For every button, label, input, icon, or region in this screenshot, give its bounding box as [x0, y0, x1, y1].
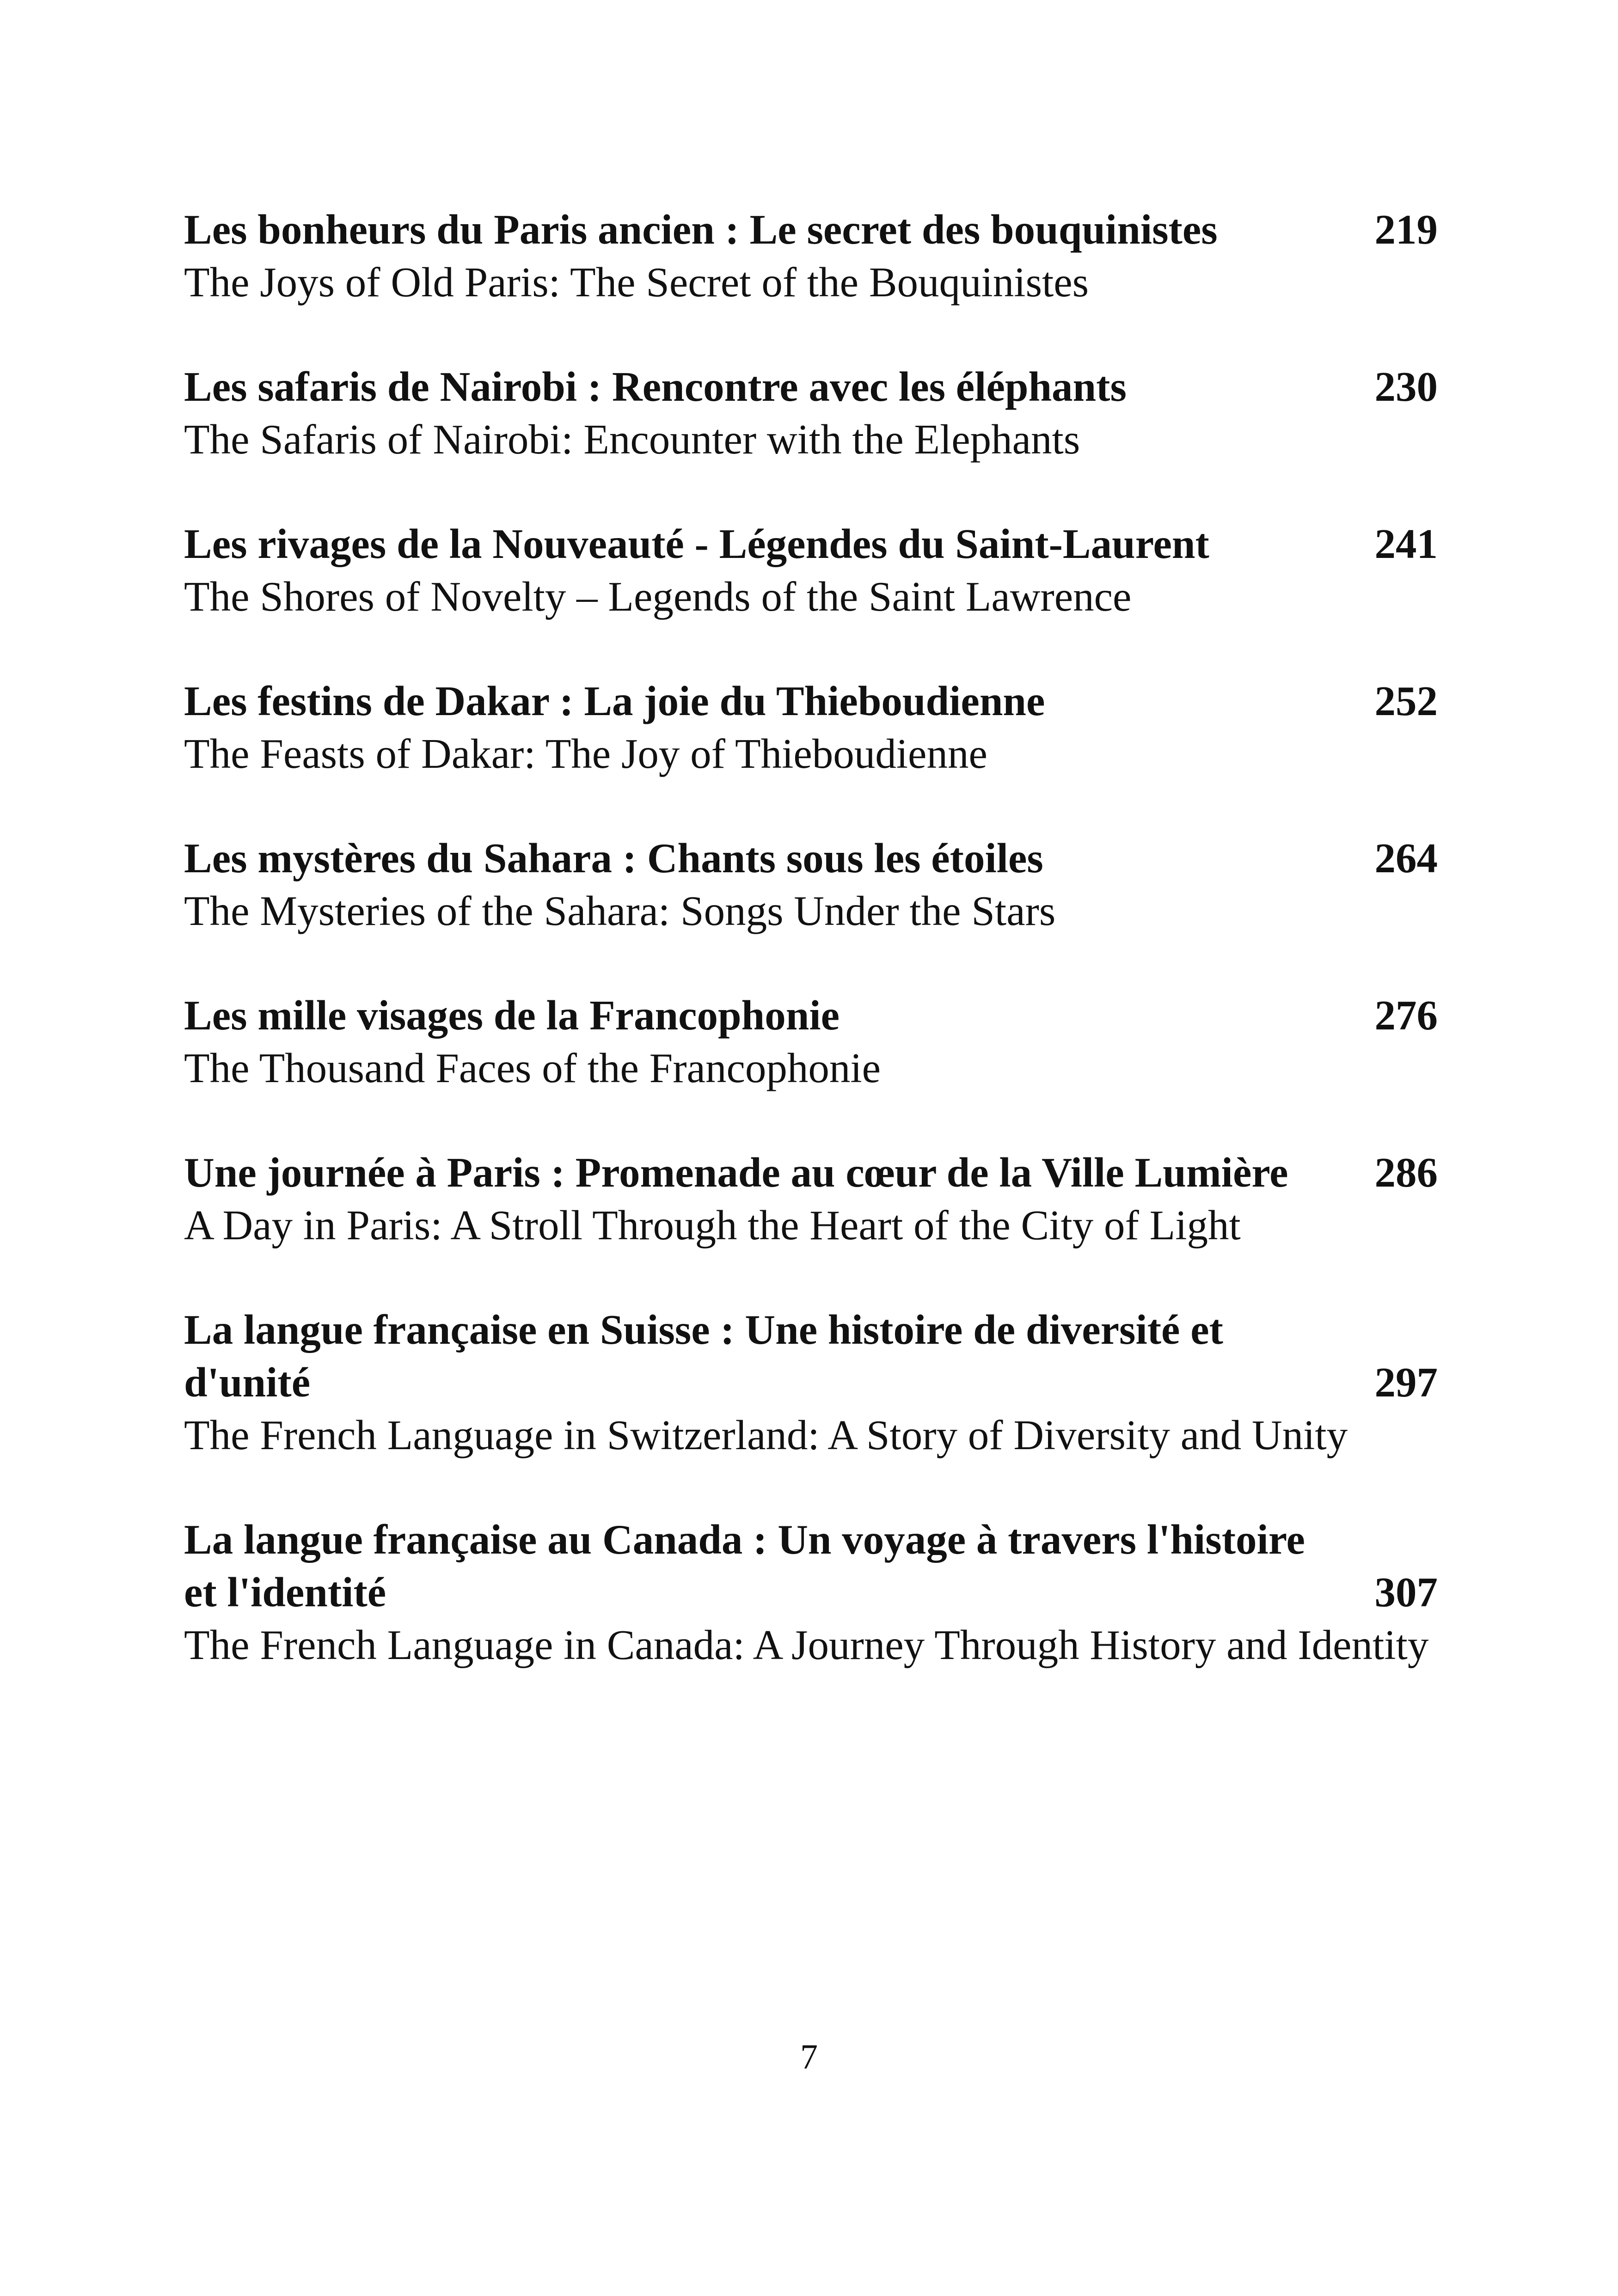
toc-entry: [184, 1304, 1438, 1462]
toc-entry-english-title: The French Language in Canada: A Journey Through History and Identity: [184, 1622, 1429, 1668]
toc-entry-french-row: [184, 1146, 1438, 1199]
toc-entry-french-row: [184, 675, 1438, 728]
toc-entry-page-number: 286: [1374, 1149, 1438, 1196]
toc-entry: [184, 518, 1438, 623]
toc-entry-french-title: Une journée à Paris : Promenade au cœur de la Ville Lumière: [184, 1149, 1288, 1196]
toc-entry-page-number: 252: [1374, 678, 1438, 724]
page-number: 7: [800, 2038, 818, 2076]
toc-entry: [184, 1513, 1438, 1671]
toc-entry: [184, 361, 1438, 466]
toc-entry-page-number: 297: [1374, 1359, 1438, 1406]
toc-entry-english-title: A Day in Paris: A Stroll Through the Heart of the City of Light: [184, 1202, 1241, 1249]
toc-entry-page-number: 241: [1374, 520, 1438, 567]
toc-entry-english-title: The Mysteries of the Sahara: Songs Under the Stars: [184, 888, 1056, 934]
toc-entry-french-title: Les rivages de la Nouveauté - Légendes du Saint-Laurent: [184, 520, 1209, 567]
toc-entry: [184, 675, 1438, 780]
toc-entry-english-title: The French Language in Switzerland: A Story of Diversity and Unity: [184, 1412, 1348, 1458]
toc-entry: [184, 989, 1438, 1095]
toc-entry-french-row: [184, 203, 1438, 256]
toc-entry-french-row: [184, 1304, 1438, 1409]
toc-entry-french-row: [184, 361, 1438, 413]
toc-entry-french-title: La langue française au Canada : Un voyage à travers l'histoire et l'identité: [184, 1516, 1305, 1616]
toc-entry-page-number: 230: [1374, 363, 1438, 410]
toc-entry-french-row: [184, 989, 1438, 1042]
toc-entry-english-title: The Feasts of Dakar: The Joy of Thieboudienne: [184, 730, 987, 777]
toc-entry-french-title: Les mille visages de la Francophonie: [184, 992, 840, 1039]
toc-entry-page-number: 307: [1374, 1569, 1438, 1616]
toc-entry-page-number: 264: [1374, 835, 1438, 882]
toc-entry-english-title: The Safaris of Nairobi: Encounter with the Elephants: [184, 416, 1080, 463]
toc-entry-french-row: [184, 832, 1438, 885]
toc-entry-french-title: Les mystères du Sahara : Chants sous les étoiles: [184, 835, 1043, 882]
toc-entry-french-row: [184, 518, 1438, 570]
toc-entry-french-title: Les festins de Dakar : La joie du Thieboudienne: [184, 678, 1045, 724]
table-of-contents: [184, 203, 1438, 1723]
toc-entry-english-title: The Thousand Faces of the Francophonie: [184, 1045, 881, 1091]
toc-entry-english-title: The Shores of Novelty – Legends of the Saint Lawrence: [184, 573, 1132, 620]
toc-entry-french-title: Les safaris de Nairobi : Rencontre avec les éléphants: [184, 363, 1127, 410]
toc-entry-french-row: [184, 1513, 1438, 1619]
toc-entry-french-title: Les bonheurs du Paris ancien : Le secret des bouquinistes: [184, 206, 1218, 253]
toc-entry: [184, 832, 1438, 937]
toc-entry: [184, 203, 1438, 309]
toc-entry: [184, 1146, 1438, 1252]
toc-entry-french-title: La langue française en Suisse : Une histoire de diversité et d'unité: [184, 1306, 1223, 1406]
toc-entry-page-number: 219: [1374, 206, 1438, 253]
toc-entry-page-number: 276: [1374, 992, 1438, 1039]
toc-entry-english-title: The Joys of Old Paris: The Secret of the Bouquinistes: [184, 259, 1089, 306]
